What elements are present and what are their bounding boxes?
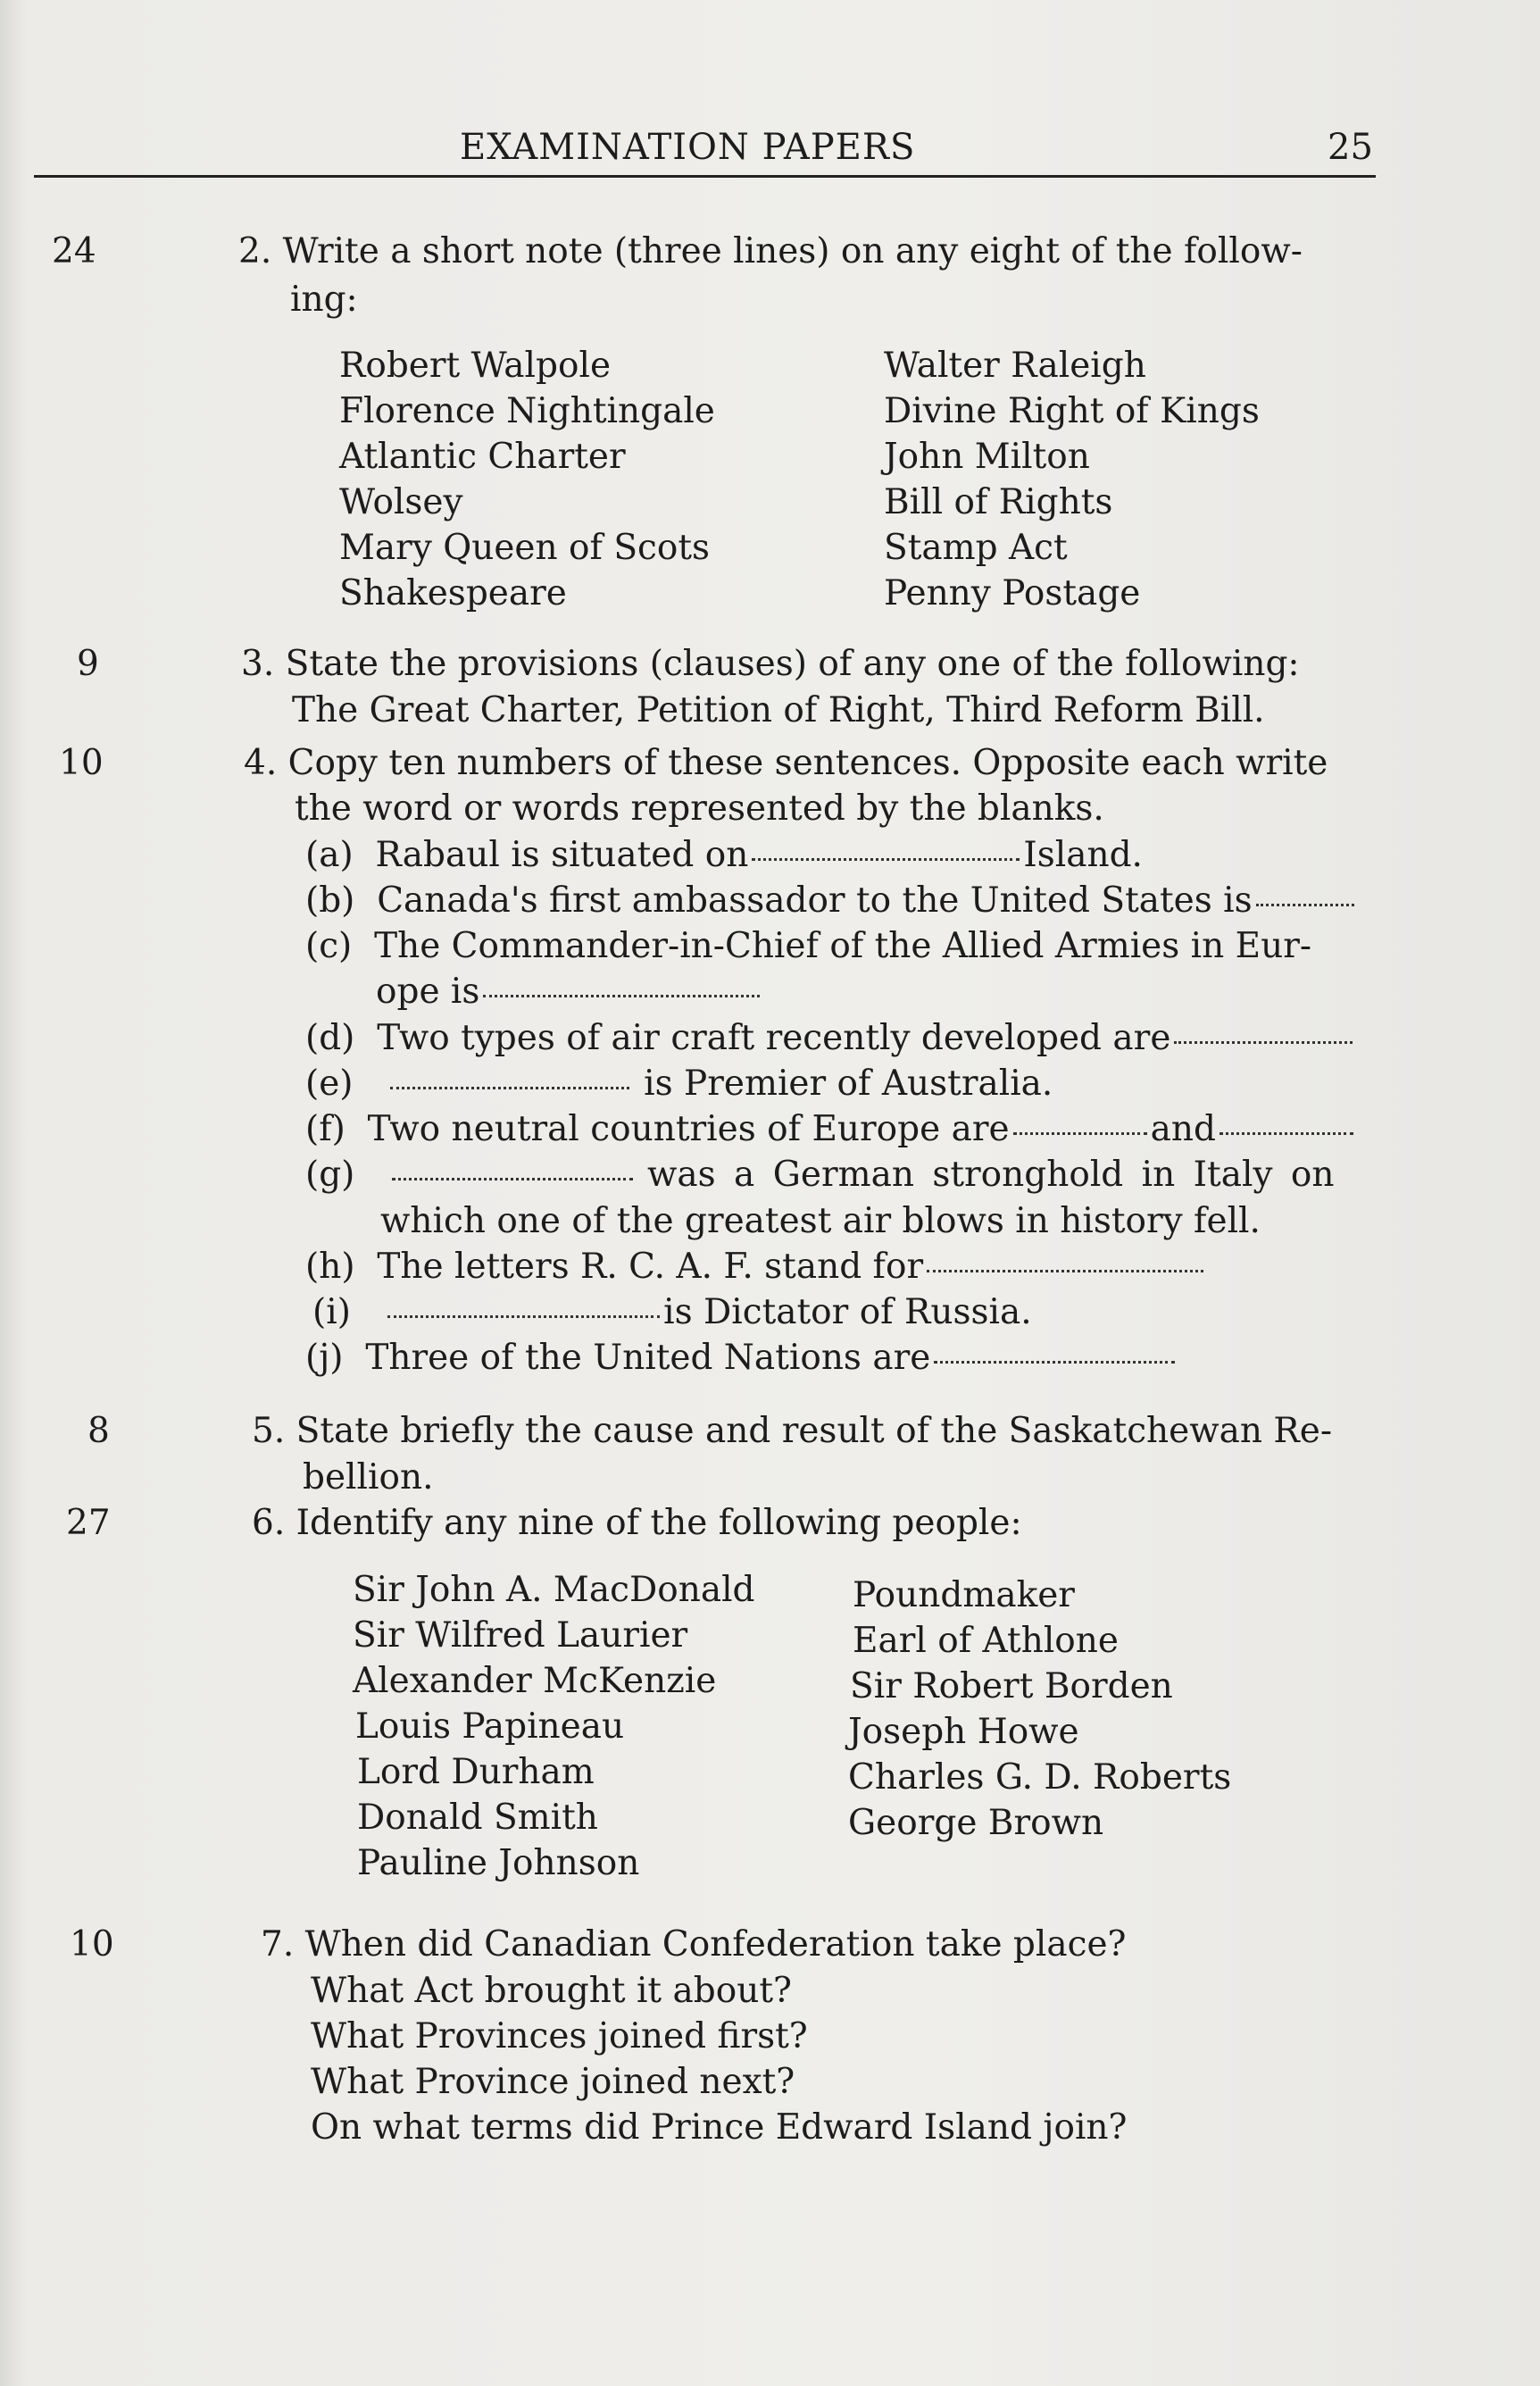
q6-left-item: Pauline Johnson <box>357 1843 640 1883</box>
item-text: is Dictator of Russia. <box>663 1292 1032 1332</box>
q4-item-e <box>305 1064 1053 1104</box>
q2-left-item: Shakespeare <box>339 573 567 613</box>
q6-text-line1: 6. Identify any nine of the following people: <box>252 1503 1022 1543</box>
item-text: The letters R. C. A. F. stand for <box>377 1247 924 1287</box>
q6-right-item: George Brown <box>848 1803 1104 1843</box>
item-text: ope is <box>376 972 480 1012</box>
q2-text-line2: ing: <box>290 279 358 320</box>
q6-right-item: Poundmaker <box>853 1575 1075 1615</box>
item-label: (b) <box>305 880 355 921</box>
q2-right-item: Penny Postage <box>884 573 1141 613</box>
q4-item-d <box>305 1018 1356 1058</box>
q7-marks: 10 <box>70 1924 114 1965</box>
item-text: Rabaul is situated on <box>375 835 749 875</box>
item-text: Two neutral countries of Europe are <box>367 1109 1010 1149</box>
q2-right-item: Walter Raleigh <box>884 346 1146 386</box>
page-number: 25 <box>1328 127 1373 168</box>
q4-item-f <box>305 1109 1357 1149</box>
blank <box>392 1178 633 1180</box>
item-label: (i) <box>312 1292 351 1332</box>
q7-text-line: On what terms did Prince Edward Island join? <box>311 2107 1128 2148</box>
q6-right-item: Charles G. D. Roberts <box>848 1757 1232 1798</box>
q2-marks: 24 <box>52 231 96 271</box>
item-text: Canada's first ambassador to the United States is <box>377 880 1253 921</box>
blank <box>752 858 1020 861</box>
item-text: Two types of air craft recently developed are <box>377 1018 1171 1058</box>
q6-left-item: Lord Durham <box>357 1752 595 1792</box>
q6-right-item: Sir Robert Borden <box>850 1666 1173 1706</box>
blank <box>1220 1132 1353 1135</box>
item-text: Three of the United Nations are <box>365 1338 931 1378</box>
q2-left-item: Mary Queen of Scots <box>339 528 711 568</box>
item-text: is Premier of Australia. <box>644 1064 1053 1104</box>
item-label: (g) <box>305 1155 355 1195</box>
q2-text-line1: 2. Write a short note (three lines) on any eight of the follow- <box>238 231 1303 271</box>
q7-text-line: What Act brought it about? <box>311 1971 792 2011</box>
q4-item-j <box>305 1338 1178 1378</box>
q3-text-line1: 3. State the provisions (clauses) of any one of the following: <box>241 644 1300 684</box>
q6-marks: 27 <box>66 1503 111 1543</box>
item-text: Island. <box>1023 835 1143 875</box>
blank <box>927 1270 1203 1272</box>
q4-item-c <box>305 926 1312 966</box>
q5-text-line1: 5. State briefly the cause and result of the Saskatchewan Re- <box>252 1411 1333 1451</box>
q2-right-item: Divine Right of Kings <box>884 391 1260 431</box>
item-label: (f) <box>305 1109 345 1149</box>
item-label: (h) <box>305 1247 355 1287</box>
item-label: (c) <box>305 926 353 966</box>
q6-left-item: Alexander McKenzie <box>353 1661 717 1701</box>
blank <box>1256 904 1354 906</box>
item-label: (e) <box>305 1064 354 1104</box>
blank <box>1013 1132 1147 1135</box>
q2-left-item: Wolsey <box>339 482 463 522</box>
blank <box>1174 1041 1353 1044</box>
q2-left-item: Florence Nightingale <box>339 391 715 431</box>
blank <box>483 995 760 997</box>
blank <box>387 1315 660 1318</box>
q5-text-line2: bellion. <box>303 1457 434 1498</box>
q6-right-item: Earl of Athlone <box>853 1621 1119 1661</box>
q5-marks: 8 <box>87 1411 110 1451</box>
q4-item-a <box>305 835 1143 875</box>
q6-right-item: Joseph Howe <box>848 1712 1079 1752</box>
item-label: (d) <box>305 1018 355 1058</box>
q6-left-item: Donald Smith <box>357 1798 598 1838</box>
blank <box>934 1361 1175 1364</box>
q6-left-item: Sir John A. MacDonald <box>353 1570 755 1610</box>
running-header-title: EXAMINATION PAPERS <box>460 127 916 168</box>
q7-text-line: What Province joined next? <box>311 2062 795 2102</box>
q4-item-g-cont: which one of the greatest air blows in history fell. <box>380 1201 1261 1241</box>
q7-text-line: 7. When did Canadian Confederation take place? <box>261 1924 1127 1965</box>
q2-right-item: Stamp Act <box>884 528 1068 568</box>
q3-marks: 9 <box>77 644 99 684</box>
header-rule <box>34 175 1376 178</box>
item-text: and <box>1150 1109 1216 1149</box>
item-text: was a German stronghold in Italy on <box>647 1155 1335 1195</box>
q4-marks: 10 <box>59 743 104 783</box>
blank <box>390 1087 629 1089</box>
q4-item-g <box>305 1155 1335 1195</box>
q2-left-item: Robert Walpole <box>339 346 612 386</box>
q4-item-b <box>305 880 1358 921</box>
item-label: (a) <box>305 835 354 875</box>
q4-item-c-cont <box>376 972 763 1012</box>
q6-left-item: Sir Wilfred Laurier <box>353 1615 688 1656</box>
q2-right-item: John Milton <box>884 437 1090 477</box>
q2-left-item: Atlantic Charter <box>339 437 626 477</box>
q4-text-line2: the word or words represented by the blanks. <box>295 788 1104 829</box>
q3-text-line2: The Great Charter, Petition of Right, Third Reform Bill. <box>292 690 1265 730</box>
q7-text-line: What Provinces joined first? <box>311 2016 808 2056</box>
q6-left-item: Louis Papineau <box>355 1706 625 1747</box>
item-text: The Commander-in-Chief of the Allied Armies in Eur- <box>374 926 1312 966</box>
item-label: (j) <box>305 1338 344 1378</box>
q4-item-h <box>305 1247 1207 1287</box>
q4-text-line1: 4. Copy ten numbers of these sentences. Opposite each write <box>244 743 1328 783</box>
q2-right-item: Bill of Rights <box>884 482 1113 522</box>
q4-item-i <box>312 1292 1032 1332</box>
